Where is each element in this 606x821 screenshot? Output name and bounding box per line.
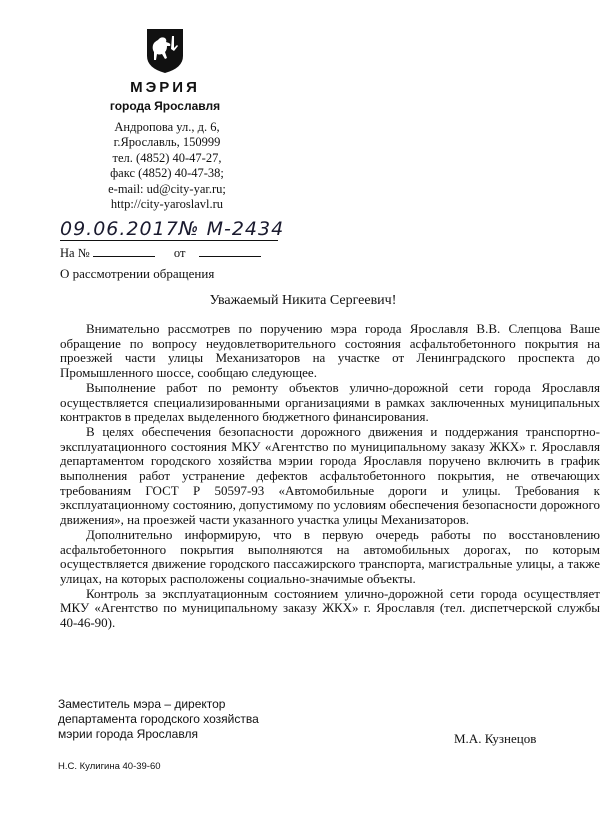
na-label: На № — [60, 246, 90, 260]
ot-blank — [199, 246, 261, 257]
na-blank — [93, 246, 155, 257]
org-address — [92, 120, 242, 212]
greeting: Уважаемый Никита Сергеевич! — [209, 293, 397, 308]
address-line: г.Ярославль, 150999 — [113, 135, 221, 150]
letter-body — [60, 322, 600, 631]
org-subtitle: города Ярославля — [109, 99, 221, 113]
subject-line: О рассмотрении обращения — [60, 266, 215, 281]
position-line: Заместитель мэра – директор — [58, 697, 226, 711]
handwritten-date-number: 09.06.2017№ М-2434 — [60, 218, 285, 240]
registration-underline — [60, 240, 278, 241]
org-title: МЭРИЯ — [130, 79, 200, 96]
yaroslavl-bear-crest-icon — [146, 28, 184, 74]
ot-label: от — [173, 246, 186, 260]
position-line: мэрии города Ярославля — [58, 727, 198, 741]
fax-line: факс (4852) 40-47-38; — [110, 166, 224, 181]
body-paragraph: Дополнительно информирую, что в первую очередь работы по восстановлению асфальтобетонного покрытия выполняются на автомобильных дорогах, по которым осуществляется движение городского пассажирского транспорта, магистральные улицы, а также улицах, на которых расположены социально-значимые объекты. — [60, 526, 600, 586]
registration-number — [60, 218, 284, 240]
reference-line — [60, 246, 261, 261]
body-paragraph: В целях обеспечения безопасности дорожного движения и поддержания транспортно-эксплуатационного состояния МКУ «Агентство по муниципальному заказу ЖКХ» г. Ярославля департаментом городского хозяйства мэрии города Ярославля поручено включить в график выполнения работ устранение дефектов асфальтобетонного покрытия, не отвечающих требованиям ГОСТ Р 50597-93 «Автомобильные дороги и улицы. Требования к эксплуатационному состоянию, допустимому по условиям обеспечения безопасности дорожного движения», на проезжей части указанного участка улицы Механизаторов. — [60, 423, 600, 528]
position-line: департамента городского хозяйства — [58, 712, 259, 726]
signer-name: М.А. Кузнецов — [454, 731, 537, 746]
website-line: http://city-yaroslavl.ru — [110, 197, 224, 212]
executor-contact: Н.С. Кулигина 40-39-60 — [58, 761, 161, 772]
signature-position — [58, 697, 259, 742]
email-line: e-mail: ud@city-yar.ru; — [108, 181, 226, 196]
body-paragraph: Контроль за эксплуатационным состоянием улично-дорожной сети города осуществляет МКУ «Агентство по муниципальному заказу ЖКХ» г. Ярославля (тел. диспетчерской службы 40-46-90). — [60, 585, 600, 631]
body-paragraph: Выполнение работ по ремонту объектов улично-дорожной сети города Ярославля осуществляется специализированными организациями в рамках заключенных муниципальных контрактов в пределах выделенного бюджетного финансирования. — [60, 379, 600, 425]
phone-line: тел. (4852) 40-47-27, — [112, 150, 222, 165]
body-paragraph: Внимательно рассмотрев по поручению мэра города Ярославля В.В. Слепцова Ваше обращение по вопросу неудовлетворительного состояния асфальтобетонного покрытия на проезжей части улицы Механизаторов на участке от Ленинградского проспекта до Промышленного шоссе, сообщаю следующее. — [60, 321, 600, 381]
address-line: Андропова ул., д. 6, — [114, 120, 220, 134]
